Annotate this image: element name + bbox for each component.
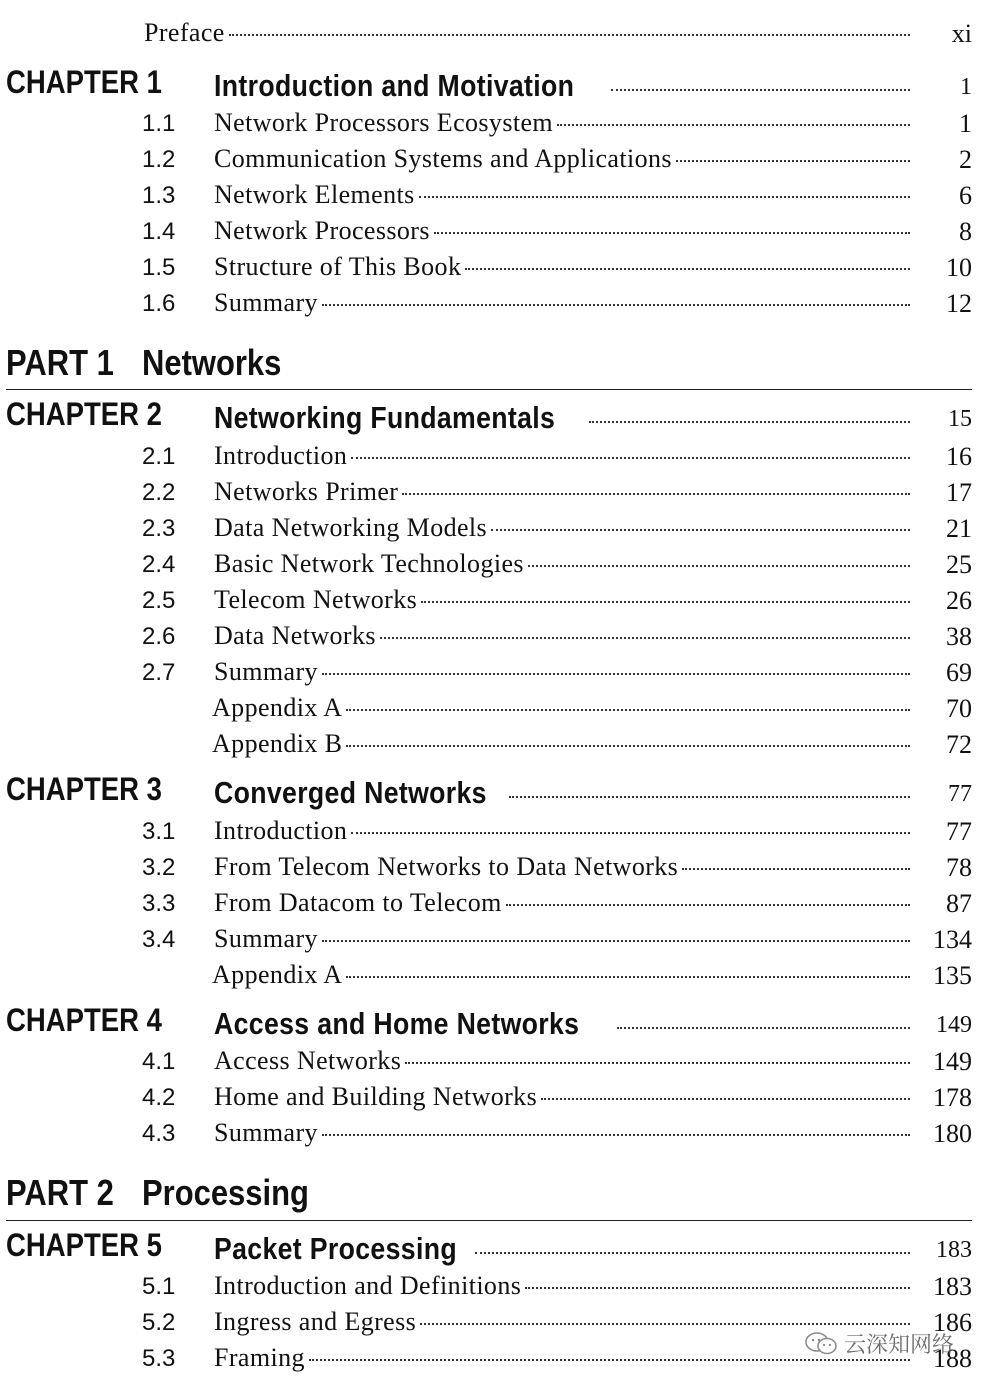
toc-section[interactable] — [0, 142, 984, 178]
toc-section[interactable] — [0, 178, 984, 214]
section-title-wrap — [214, 1271, 910, 1301]
chapter-page: 1 — [960, 74, 972, 100]
section-title: Introduction — [214, 816, 348, 845]
dot-leader — [322, 939, 910, 942]
toc-appendix[interactable] — [0, 727, 984, 763]
section-title: Telecom Networks — [214, 585, 418, 614]
section-page: 72 — [946, 730, 972, 759]
toc-section[interactable] — [0, 475, 984, 511]
chapter-title: Access and Home Networks — [214, 1006, 580, 1041]
section-page: 17 — [946, 478, 972, 507]
chapter-label: CHAPTER 4 — [6, 1002, 162, 1038]
section-page: 178 — [933, 1083, 972, 1112]
section-page: 21 — [946, 514, 972, 543]
section-number: 2.5 — [142, 587, 176, 614]
dot-leader — [322, 672, 910, 675]
part-rule — [6, 1220, 972, 1221]
dot-leader — [506, 903, 910, 906]
section-title-wrap — [214, 288, 910, 318]
section-title-wrap — [214, 441, 910, 471]
dot-leader — [229, 33, 910, 36]
section-number: 1.1 — [142, 110, 176, 137]
toc-appendix[interactable] — [0, 958, 984, 994]
dot-leader — [322, 303, 910, 306]
section-page: 70 — [946, 694, 972, 723]
section-number: 4.2 — [142, 1084, 176, 1111]
chapter-title-wrap — [214, 1231, 910, 1267]
chapter-label: CHAPTER 3 — [6, 771, 162, 807]
section-title-wrap — [214, 621, 910, 651]
dot-leader — [346, 708, 910, 711]
dot-leader — [346, 744, 910, 747]
dot-leader — [617, 1026, 910, 1029]
section-page: 77 — [946, 817, 972, 846]
dot-leader — [351, 456, 910, 459]
section-page: 26 — [946, 586, 972, 615]
dot-leader — [421, 600, 910, 603]
section-title-wrap — [212, 960, 910, 990]
section-number: 2.2 — [142, 479, 176, 506]
section-page: 135 — [933, 961, 972, 990]
section-title: Access Networks — [214, 1046, 402, 1075]
section-title-wrap — [214, 108, 910, 138]
section-page: 183 — [933, 1272, 972, 1301]
chapter-page: 183 — [936, 1237, 972, 1263]
section-title: Structure of This Book — [214, 252, 462, 281]
part-label: PART 2 — [6, 1172, 114, 1213]
dot-leader — [420, 1322, 910, 1325]
toc-section[interactable] — [0, 922, 984, 958]
toc-chapter-4[interactable] — [0, 1004, 984, 1040]
section-page: 188 — [933, 1344, 972, 1373]
toc-section[interactable] — [0, 1044, 984, 1080]
chapter-label: CHAPTER 2 — [6, 396, 162, 432]
dot-leader — [589, 420, 910, 423]
chapter-page: 15 — [948, 406, 972, 432]
part-label: PART 1 — [6, 342, 114, 383]
section-title-wrap — [214, 888, 910, 918]
section-page: 8 — [959, 217, 972, 246]
chapter-title-wrap — [214, 68, 910, 104]
section-title-wrap — [214, 144, 910, 174]
section-number: 3.3 — [142, 890, 176, 917]
section-page: 25 — [946, 550, 972, 579]
toc-section[interactable] — [0, 547, 984, 583]
dot-leader — [465, 267, 910, 270]
dot-leader — [557, 123, 910, 126]
section-title-wrap — [214, 513, 910, 543]
section-title: Summary — [214, 288, 318, 317]
section-title: From Datacom to Telecom — [214, 888, 502, 917]
section-page: 149 — [933, 1047, 972, 1076]
section-title-wrap — [214, 252, 910, 282]
toc-section[interactable] — [0, 1080, 984, 1116]
chapter-title: Networking Fundamentals — [214, 400, 556, 435]
section-page: 6 — [959, 181, 972, 210]
dot-leader — [541, 1097, 910, 1100]
dot-leader — [380, 636, 910, 639]
preface-page: xi — [951, 19, 972, 48]
section-number: 3.4 — [142, 926, 176, 953]
preface-title: Preface — [144, 18, 225, 47]
section-number: 1.3 — [142, 182, 176, 209]
section-title: Appendix B — [212, 729, 343, 758]
section-page: 38 — [946, 622, 972, 651]
dot-leader — [682, 867, 910, 870]
section-title: From Telecom Networks to Data Networks — [214, 852, 679, 881]
section-number: 4.3 — [142, 1120, 176, 1147]
dot-leader — [405, 1061, 910, 1064]
toc-chapter-2[interactable] — [0, 398, 984, 434]
dot-leader — [402, 492, 910, 495]
section-number: 1.6 — [142, 290, 176, 317]
chapter-label: CHAPTER 5 — [6, 1227, 162, 1263]
section-title: Communication Systems and Applications — [214, 144, 672, 173]
toc-chapter-5[interactable] — [0, 1229, 984, 1265]
section-number: 1.5 — [142, 254, 176, 281]
section-page: 2 — [959, 145, 972, 174]
section-number: 2.6 — [142, 623, 176, 650]
part-rule — [6, 389, 972, 390]
section-number: 5.3 — [142, 1345, 176, 1372]
section-number: 1.2 — [142, 146, 176, 173]
section-number: 2.4 — [142, 551, 176, 578]
chapter-title: Introduction and Motivation — [214, 68, 575, 103]
section-number: 5.1 — [142, 1273, 176, 1300]
toc-section[interactable] — [0, 814, 984, 850]
watermark — [804, 1328, 954, 1359]
section-title: Ingress and Egress — [214, 1307, 417, 1336]
section-title-wrap — [214, 1082, 910, 1112]
section-title-wrap — [214, 549, 910, 579]
section-title: Introduction and Definitions — [214, 1271, 522, 1300]
dot-leader — [351, 831, 910, 834]
watermark-text: 云深知网络 — [843, 1333, 954, 1358]
section-title: Data Networking Models — [214, 513, 488, 542]
chapter-page: 77 — [948, 781, 972, 807]
preface-title-wrap — [144, 18, 910, 48]
dot-leader — [676, 159, 910, 162]
chapter-title: Packet Processing — [214, 1231, 457, 1266]
section-page: 10 — [946, 253, 972, 282]
dot-leader — [525, 1286, 910, 1289]
section-title: Network Processors — [214, 216, 430, 245]
section-title-wrap — [214, 924, 910, 954]
toc-section[interactable] — [0, 439, 984, 475]
section-number: 4.1 — [142, 1048, 176, 1075]
section-number: 3.1 — [142, 818, 176, 845]
dot-leader — [322, 1133, 910, 1136]
section-title-wrap — [214, 180, 910, 210]
section-number: 5.2 — [142, 1309, 176, 1336]
section-title: Introduction — [214, 441, 348, 470]
section-page: 134 — [933, 925, 972, 954]
chapter-title-wrap — [214, 775, 910, 811]
section-title: Framing — [214, 1343, 305, 1372]
section-number: 2.7 — [142, 659, 176, 686]
section-title: Basic Network Technologies — [214, 549, 524, 578]
section-title-wrap — [214, 585, 910, 615]
dot-leader — [434, 231, 910, 234]
section-number: 3.2 — [142, 854, 176, 881]
section-page: 69 — [946, 658, 972, 687]
section-page: 87 — [946, 889, 972, 918]
dot-leader — [475, 1251, 910, 1254]
section-page: 180 — [933, 1119, 972, 1148]
section-title-wrap — [214, 657, 910, 687]
toc-section[interactable] — [0, 250, 984, 286]
section-title-wrap — [214, 816, 910, 846]
part-title: Networks — [142, 342, 282, 383]
part-title: Processing — [142, 1172, 309, 1213]
dot-leader — [528, 564, 910, 567]
toc-section[interactable] — [0, 886, 984, 922]
chapter-title: Converged Networks — [214, 775, 487, 810]
section-title-wrap — [214, 477, 910, 507]
toc-appendix[interactable] — [0, 691, 984, 727]
toc-part-2[interactable] — [0, 1172, 984, 1216]
toc-section[interactable] — [0, 214, 984, 250]
toc-section[interactable] — [0, 1116, 984, 1152]
section-title: Network Processors Ecosystem — [214, 108, 554, 137]
chat-bubble-icon — [804, 1331, 838, 1357]
dot-leader — [509, 795, 910, 798]
dot-leader — [346, 975, 910, 978]
toc-section[interactable] — [0, 583, 984, 619]
section-title: Appendix A — [212, 960, 343, 989]
chapter-label: CHAPTER 1 — [6, 64, 162, 100]
chapter-title-wrap — [214, 1006, 910, 1042]
toc-preface[interactable] — [0, 16, 984, 52]
section-page: 78 — [946, 853, 972, 882]
section-title-wrap — [212, 693, 910, 723]
dot-leader — [419, 195, 910, 198]
toc-chapter-1[interactable] — [0, 66, 984, 102]
toc-section[interactable] — [0, 511, 984, 547]
section-title-wrap — [214, 1118, 910, 1148]
section-number: 2.3 — [142, 515, 176, 542]
toc-section[interactable] — [0, 850, 984, 886]
dot-leader — [611, 88, 910, 91]
section-title: Networks Primer — [214, 477, 399, 506]
toc-section[interactable] — [0, 1269, 984, 1305]
section-title-wrap — [214, 852, 910, 882]
section-page: 1 — [959, 109, 972, 138]
section-title-wrap — [214, 216, 910, 246]
toc-part-1[interactable] — [0, 342, 984, 386]
section-title: Summary — [214, 657, 318, 686]
toc-section[interactable] — [0, 106, 984, 142]
section-title-wrap — [214, 1046, 910, 1076]
toc-section[interactable] — [0, 619, 984, 655]
toc-chapter-3[interactable] — [0, 773, 984, 809]
section-title: Summary — [214, 924, 318, 953]
chapter-page: 149 — [936, 1012, 972, 1038]
chapter-title-wrap — [214, 400, 910, 436]
section-title: Network Elements — [214, 180, 415, 209]
section-title-wrap — [212, 729, 910, 759]
section-title: Data Networks — [214, 621, 376, 650]
dot-leader — [491, 528, 910, 531]
section-page: 12 — [946, 289, 972, 318]
section-title: Appendix A — [212, 693, 343, 722]
section-number: 1.4 — [142, 218, 176, 245]
section-page: 16 — [946, 442, 972, 471]
toc-section[interactable] — [0, 655, 984, 691]
section-page: 186 — [933, 1308, 972, 1337]
section-title: Home and Building Networks — [214, 1082, 538, 1111]
toc-section[interactable] — [0, 286, 984, 322]
section-number: 2.1 — [142, 443, 176, 470]
section-title: Summary — [214, 1118, 318, 1147]
